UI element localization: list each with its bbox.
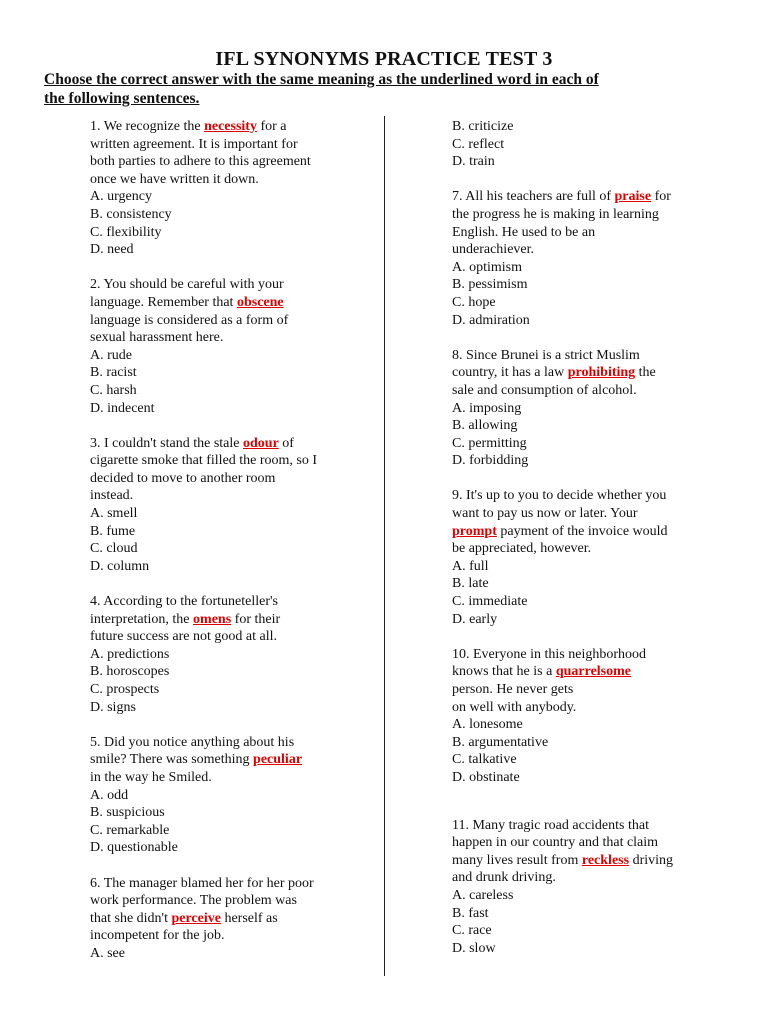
keyword: peculiar: [253, 752, 303, 768]
answer-option: C. prospects: [90, 682, 160, 697]
keyword: obscene: [236, 294, 284, 310]
question-line: [90, 927, 380, 945]
question-text: smile? There was something: [90, 752, 254, 768]
answer-option: C. hope: [452, 294, 496, 310]
answer-option: D. forbidding: [452, 453, 529, 469]
question-text: payment of the invoice would: [496, 523, 668, 539]
answer-option: B. fume: [90, 523, 136, 539]
question-text: on well with anybody.: [452, 699, 577, 715]
question-block: [90, 593, 380, 716]
question-line: [90, 751, 380, 769]
answer-option: C. permitting: [452, 435, 527, 451]
question-text: happen in our country and that claim: [452, 835, 659, 851]
question-line: [452, 852, 732, 870]
question-block: [90, 276, 380, 417]
answer-option: A. optimism: [452, 259, 523, 275]
question-text: underachiever.: [452, 242, 535, 258]
question-line: [90, 875, 380, 893]
answer-option: D. slow: [452, 940, 496, 956]
question-line: [90, 593, 380, 611]
answer-option: B. pessimism: [452, 277, 528, 293]
left-column: [90, 118, 380, 963]
question-line: [90, 276, 380, 294]
question-block: [452, 188, 732, 329]
question-text: the progress he is making in learning: [452, 206, 659, 222]
question-line: [452, 540, 732, 558]
question-number: 11.: [452, 817, 473, 833]
question-number: 4.: [90, 594, 104, 610]
answer-option: B. racist: [90, 365, 137, 381]
answer-option: B. suspicious: [90, 805, 165, 821]
answer-option: C. cloud: [90, 541, 138, 557]
keyword: praise: [614, 189, 652, 205]
answer-option: D. column: [90, 558, 150, 574]
question-text: sexual harassment here.: [90, 330, 224, 346]
question-line: [90, 452, 380, 470]
answer-option: D. obstinate: [452, 769, 520, 785]
instructions-line: Choose the correct answer with the same meaning as the underlined word in each of: [44, 71, 599, 88]
answer-option: D. train: [452, 154, 495, 170]
column-divider: [384, 116, 385, 976]
question-block-continued: [452, 118, 732, 171]
answer-option: C. reflect: [452, 136, 505, 152]
question-text: be appreciated, however.: [452, 541, 592, 557]
answer-option: A. predictions: [90, 646, 170, 662]
answer-option: B. late: [452, 576, 489, 592]
question-text: Since Brunei is a strict Muslim: [466, 347, 640, 363]
question-line: [90, 118, 380, 136]
question-line: [452, 817, 732, 835]
question-text: decided to move to another room: [90, 470, 276, 486]
question-number: 7.: [452, 189, 466, 205]
question-number: 5.: [90, 734, 104, 750]
question-text: Many tragic road accidents that: [472, 817, 649, 833]
answer-option: D. indecent: [90, 400, 155, 416]
keyword: reckless: [581, 852, 630, 868]
question-line: [452, 646, 732, 664]
answer-option: D. admiration: [452, 312, 530, 328]
question-text: I couldn't stand the stale: [104, 435, 243, 451]
instructions-line: the following sentences.: [44, 90, 200, 107]
question-text: future success are not good at all.: [90, 629, 277, 645]
question-number: 8.: [452, 347, 466, 363]
question-line: [90, 611, 380, 629]
keyword: necessity: [204, 119, 257, 134]
question-text: Everyone in this neighborhood: [473, 646, 647, 662]
question-line: [452, 487, 732, 505]
question-line: [90, 136, 380, 154]
question-block: [90, 875, 380, 963]
question-text: work performance. The problem was: [90, 893, 297, 909]
answer-option: A. rude: [90, 347, 132, 363]
question-text: The manager blamed her for her poor: [103, 875, 314, 891]
question-text: We recognize the: [103, 119, 205, 134]
answer-option: D. questionable: [90, 840, 178, 856]
answer-option: B. fast: [452, 905, 489, 921]
question-line: [452, 347, 732, 365]
question-block: [90, 435, 380, 576]
question-text: once we have written it down.: [90, 171, 259, 187]
question-line: [452, 224, 732, 242]
question-line: [90, 487, 380, 505]
question-text: English. He used to be an: [452, 224, 596, 240]
question-line: [90, 329, 380, 347]
keyword: quarrelsome: [555, 664, 632, 680]
question-line: [452, 663, 732, 681]
question-text: driving: [629, 852, 674, 868]
question-line: [90, 153, 380, 171]
question-line: [452, 834, 732, 852]
question-line: [452, 699, 732, 717]
question-text: All his teachers are full of: [465, 189, 615, 205]
answer-option: B. horoscopes: [90, 664, 170, 680]
answer-option: B. criticize: [452, 119, 514, 134]
question-line: [452, 188, 732, 206]
question-line: [452, 364, 732, 382]
answer-option: A. careless: [452, 887, 514, 903]
question-text: herself as: [220, 910, 278, 926]
answer-option: A. imposing: [452, 400, 522, 416]
answer-option: A. full: [452, 558, 489, 574]
keyword: prompt: [452, 523, 497, 539]
question-text: sale and consumption of alcohol.: [452, 382, 637, 398]
question-text: You should be careful with your: [103, 277, 284, 293]
question-line: [452, 505, 732, 523]
right-column: [452, 118, 732, 957]
question-line: [90, 435, 380, 453]
question-number: 9.: [452, 488, 466, 504]
answer-option: C. talkative: [452, 752, 517, 768]
question-block: [90, 734, 380, 857]
question-text: It's up to you to decide whether you: [466, 488, 667, 504]
answer-option: B. allowing: [452, 418, 518, 434]
question-line: [90, 171, 380, 189]
answer-option: B. consistency: [90, 206, 172, 222]
question-text: instead.: [90, 488, 134, 504]
question-line: [90, 470, 380, 488]
question-text: the: [635, 365, 656, 381]
question-text: of: [278, 435, 294, 451]
question-text: many lives result from: [452, 852, 582, 868]
answer-option: D. need: [90, 242, 134, 258]
question-text: for: [651, 189, 671, 205]
question-text: in the way he Smiled.: [90, 769, 212, 785]
question-block: [452, 817, 732, 958]
question-text: Did you notice anything about his: [104, 734, 295, 750]
question-text: person. He never gets: [452, 682, 574, 697]
answer-option: C. race: [452, 923, 492, 939]
answer-option: C. immediate: [452, 594, 528, 610]
question-number: 3.: [90, 435, 104, 451]
answer-option: A. see: [90, 945, 125, 961]
question-text: that she didn't: [90, 910, 172, 926]
question-line: [90, 892, 380, 910]
question-block: [90, 118, 380, 259]
question-block: [452, 347, 732, 470]
question-text: want to pay us now or later. Your: [452, 506, 638, 522]
keyword: prohibiting: [567, 365, 636, 381]
question-block: [452, 646, 732, 787]
question-text: country, it has a law: [452, 365, 568, 381]
question-text: for their: [231, 611, 281, 627]
page-title: IFL SYNONYMS PRACTICE TEST 3: [215, 48, 553, 70]
answer-option: D. signs: [90, 699, 136, 715]
answer-option: A. smell: [90, 506, 138, 522]
question-line: [90, 294, 380, 312]
question-text: incompetent for the job.: [90, 928, 225, 944]
question-line: [452, 869, 732, 887]
question-text: for a: [256, 119, 287, 134]
keyword: perceive: [171, 910, 221, 926]
question-number: 10.: [452, 646, 473, 662]
question-number: 6.: [90, 875, 104, 891]
question-line: [90, 769, 380, 787]
question-line: [452, 206, 732, 224]
keyword: omens: [193, 611, 232, 627]
answer-option: A. odd: [90, 787, 129, 803]
question-block: [452, 487, 732, 628]
answer-option: C. harsh: [90, 382, 137, 398]
keyword: odour: [243, 435, 279, 451]
question-text: both parties to adhere to this agreement: [90, 154, 311, 170]
question-text: language is considered as a form of: [90, 312, 289, 328]
question-line: [90, 628, 380, 646]
question-text: and drunk driving.: [452, 870, 556, 886]
answer-option: C. flexibility: [90, 224, 162, 240]
question-text: language. Remember that: [90, 294, 237, 310]
question-line: [90, 734, 380, 752]
question-text: knows that he is a: [452, 664, 556, 680]
question-line: [452, 681, 732, 699]
question-line: [452, 241, 732, 259]
answer-option: A. lonesome: [452, 717, 523, 733]
question-number: 2.: [90, 277, 104, 293]
instructions: [44, 70, 734, 108]
question-text: interpretation, the: [90, 611, 194, 627]
answer-option: B. argumentative: [452, 734, 549, 750]
question-number: 1.: [90, 119, 104, 134]
question-text: According to the fortuneteller's: [103, 594, 278, 610]
question-line: [90, 312, 380, 330]
question-text: cigarette smoke that filled the room, so I: [90, 453, 318, 469]
answer-option: A. urgency: [90, 189, 152, 205]
question-text: written agreement. It is important for: [90, 136, 298, 152]
question-line: [90, 910, 380, 928]
answer-option: D. early: [452, 611, 498, 627]
answer-option: C. remarkable: [90, 822, 170, 838]
question-line: [452, 382, 732, 400]
question-line: [452, 523, 732, 541]
